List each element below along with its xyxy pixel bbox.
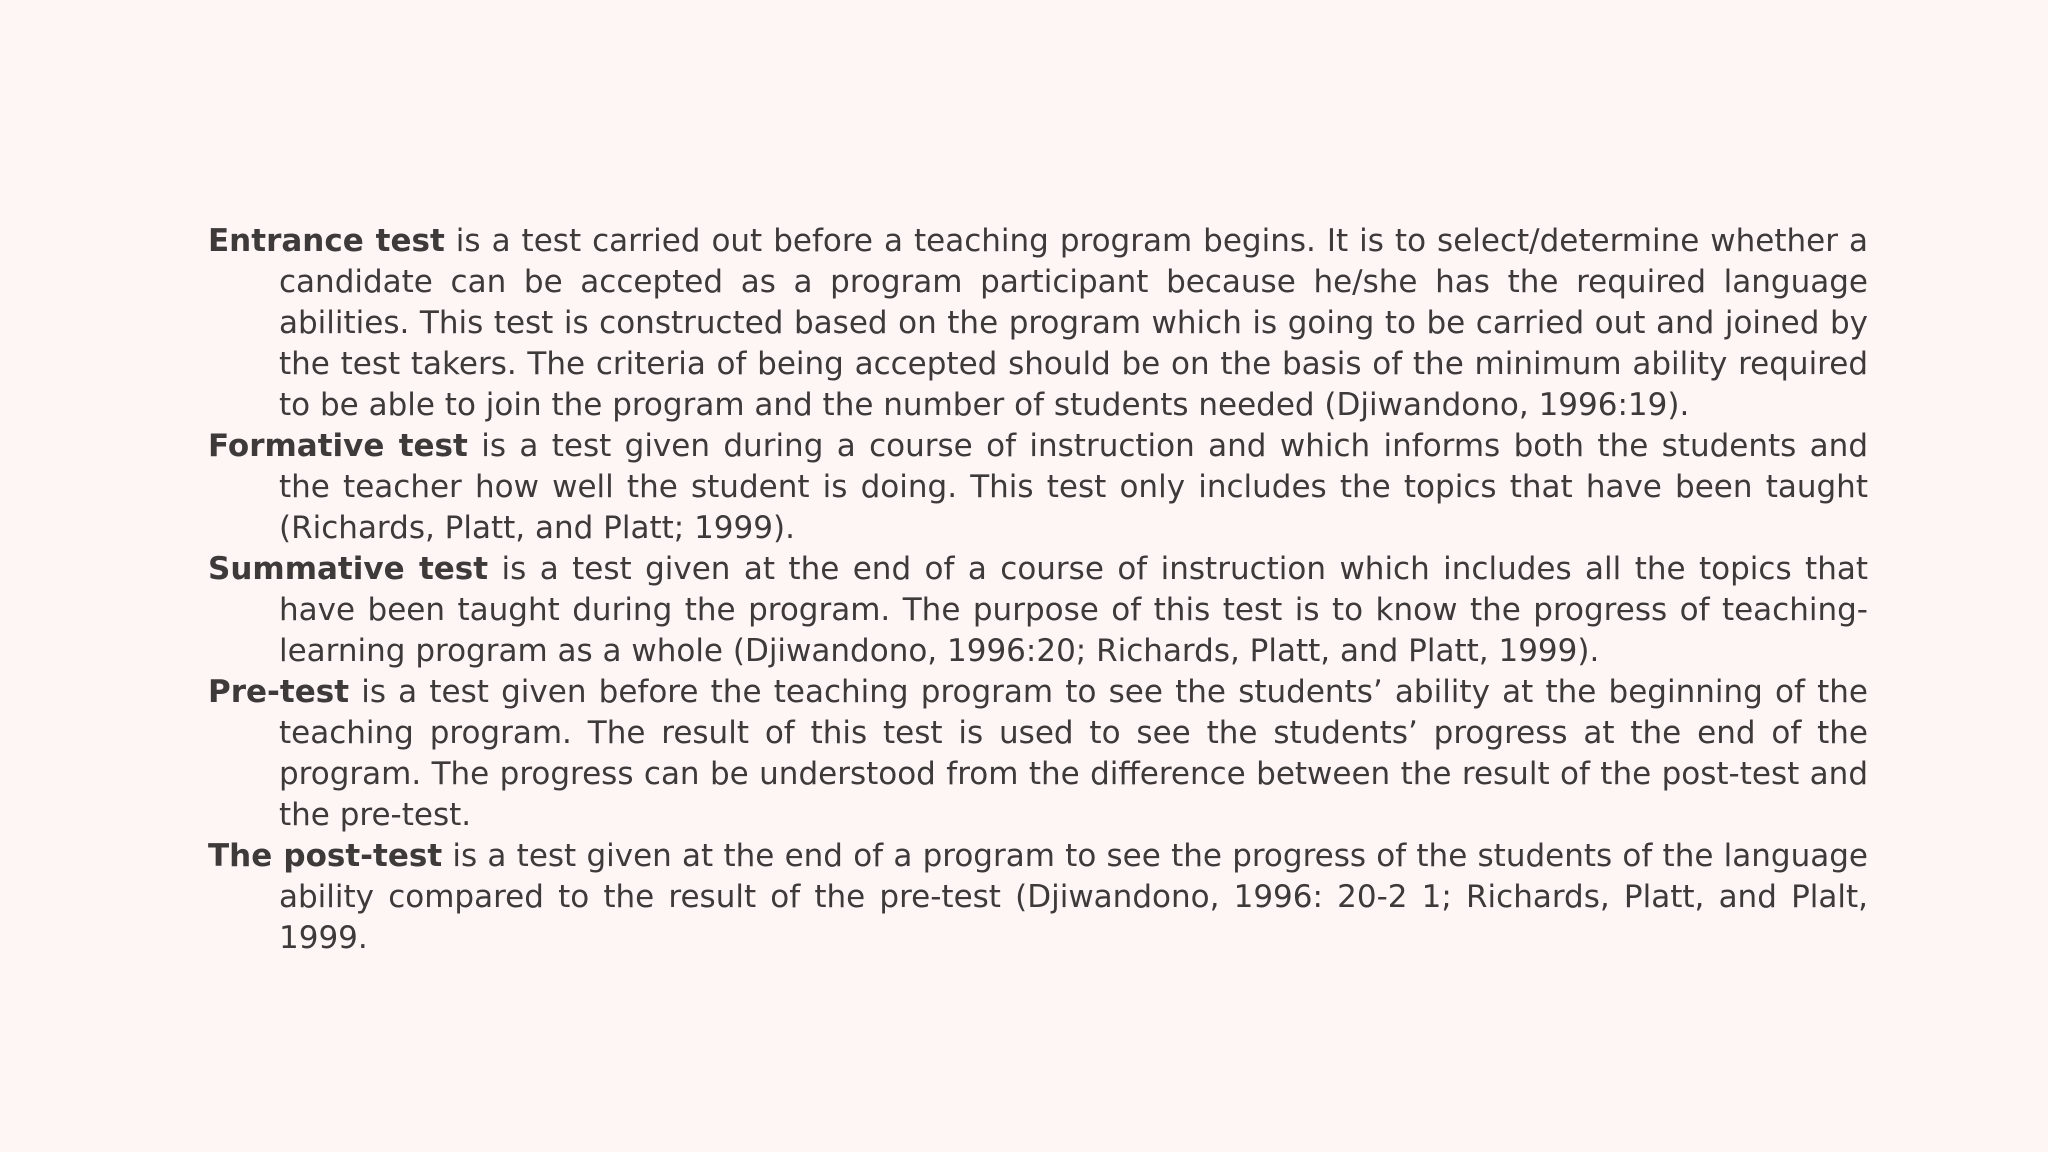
definition-post-test — [208, 836, 1868, 959]
term-summative-test: Summative test — [208, 551, 489, 587]
description-formative-test: is a test given during a course of instruction and which informs both the students and the teacher how well the student is doing. This test only includes the topics that have been taught (Richards, Platt, and Platt; 1999). — [279, 428, 1869, 546]
definition-pre-test — [208, 672, 1868, 836]
definition-summative-test — [208, 549, 1868, 672]
slide-body — [208, 221, 1868, 959]
definition-formative-test — [208, 426, 1868, 549]
description-pre-test: is a test given before the teaching program to see the students’ ability at the beginning of the teaching program. The result of this test is used to see the students’ progress at the end of the program. The progress can be understood from the difference between the result of the post-test and the pre-test. — [279, 674, 1868, 833]
description-entrance-test: is a test carried out before a teaching program begins. It is to select/determine whether a candidate can be accepted as a program participant because he/she has the required language abilities. This test is constructed based on the program which is going to be carried out and joined by the test takers. The criteria of being accepted should be on the basis of the minimum ability required to be able to join the program and the number of students needed (Djiwandono, 1996:19). — [279, 223, 1868, 423]
description-post-test: is a test given at the end of a program to see the progress of the students of the language ability compared to the result of the pre-test (Djiwandono, 1996: 20-2 1; Richards, Platt, and Plalt, 1999. — [279, 838, 1868, 956]
definition-entrance-test — [208, 221, 1868, 426]
term-entrance-test: Entrance test — [208, 223, 445, 259]
term-formative-test: Formative test — [208, 428, 468, 464]
description-summative-test: is a test given at the end of a course of instruction which includes all the topics that have been taught during the program. The purpose of this test is to know the progress of teaching-learning program as a whole (Djiwandono, 1996:20; Richards, Platt, and Platt, 1999). — [279, 551, 1868, 669]
term-pre-test: Pre-test — [208, 674, 350, 710]
term-post-test: The post-test — [208, 838, 443, 874]
